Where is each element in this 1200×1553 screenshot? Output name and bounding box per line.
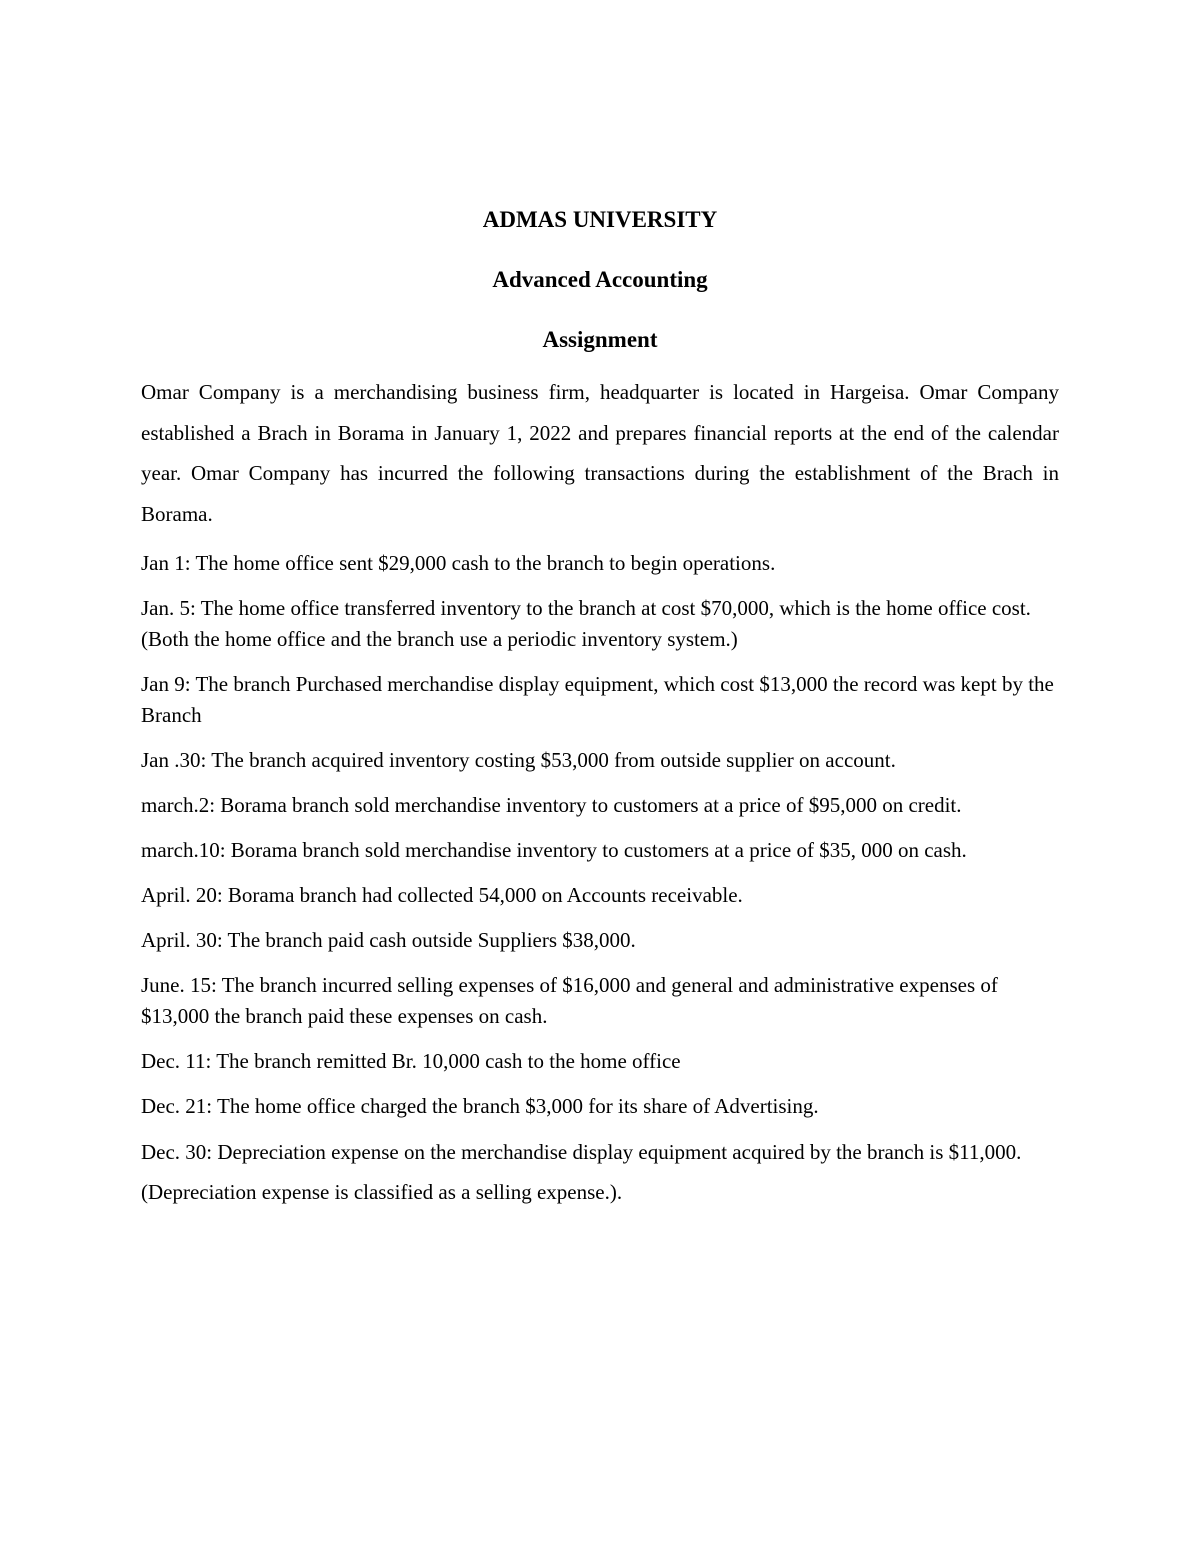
transaction-item: April. 30: The branch paid cash outside Suppliers $38,000. (141, 928, 636, 952)
transaction-item: Dec. 30: Depreciation expense on the merchandise display equipment acquired by the branch is $11,000. (Depreciation expense is classified as a selling expense.). (141, 1140, 1022, 1204)
course-title: Advanced Accounting (492, 267, 708, 292)
transaction-item: Jan .30: The branch acquired inventory costing $53,000 from outside supplier on account. (141, 748, 896, 772)
transaction-item: Dec. 11: The branch remitted Br. 10,000 cash to the home office (141, 1049, 681, 1073)
document-body (141, 202, 1059, 1226)
transaction-item: June. 15: The branch incurred selling expenses of $16,000 and general and administrative expenses of $13,000 the branch paid these expenses on cash. (141, 973, 998, 1028)
transaction-item: April. 20: Borama branch had collected 54,000 on Accounts receivable. (141, 883, 743, 907)
intro-paragraph: Omar Company is a merchandising business firm, headquarter is located in Hargeisa. Omar Company established a Brach in Borama in January 1, 2022 and prepares financial reports at the end of the calendar year. Omar Company has incurred the following transactions during the establishment of the Brach in Borama. (141, 380, 1059, 526)
assignment-title: Assignment (542, 327, 658, 352)
transaction-item: Jan 1: The home office sent $29,000 cash to the branch to begin operations. (141, 551, 776, 575)
transaction-item: Jan 9: The branch Purchased merchandise display equipment, which cost $13,000 the record was kept by the Branch (141, 672, 1054, 727)
university-title: ADMAS UNIVERSITY (482, 207, 718, 232)
transaction-item: march.10: Borama branch sold merchandise inventory to customers at a price of $35, 000 on cash. (141, 838, 967, 862)
transaction-item: Jan. 5: The home office transferred inventory to the branch at cost $70,000, which is the home office cost. (Both the home office and the branch use a periodic inventory system.) (141, 596, 1031, 651)
transaction-item: Dec. 21: The home office charged the branch $3,000 for its share of Advertising. (141, 1094, 819, 1118)
transaction-item: march.2: Borama branch sold merchandise inventory to customers at a price of $95,000 on credit. (141, 793, 962, 817)
